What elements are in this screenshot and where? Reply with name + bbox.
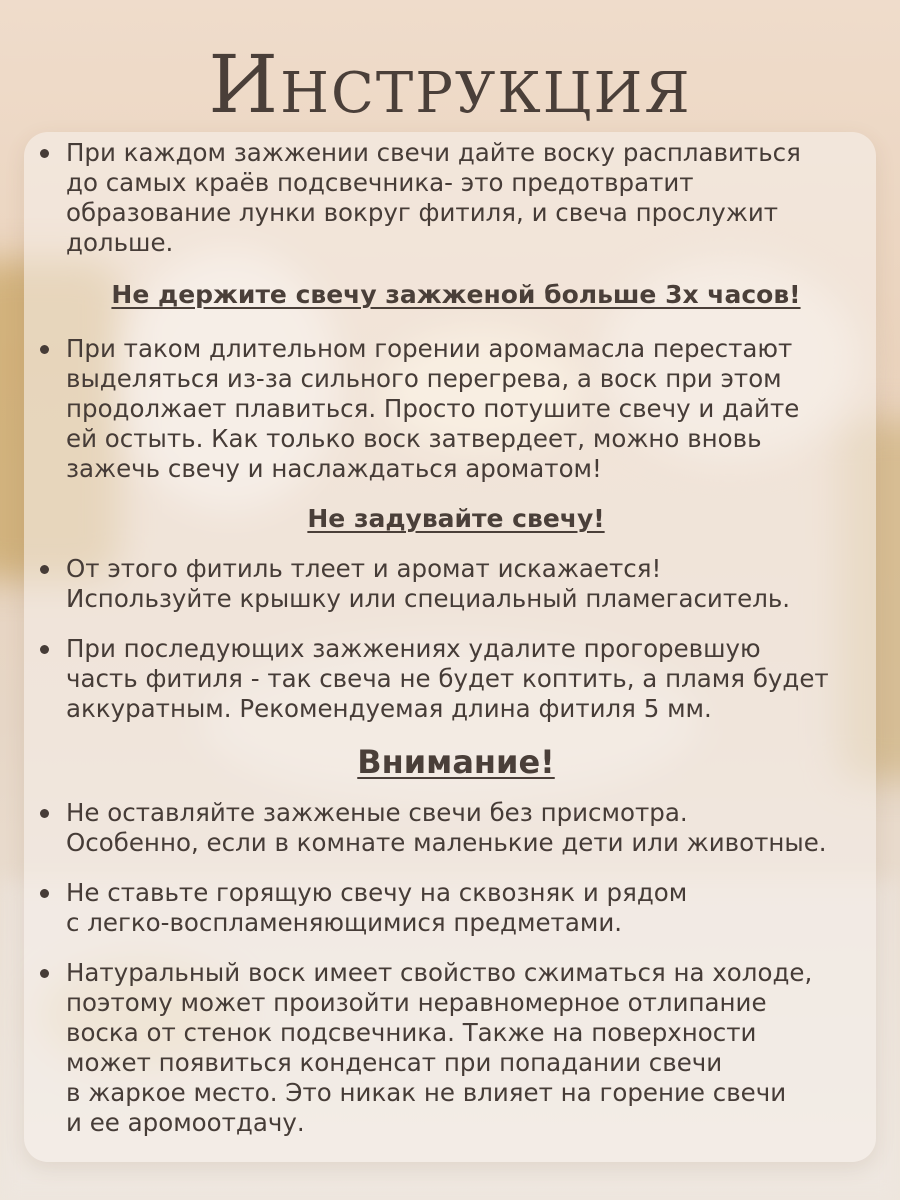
section-heading: Не задувайте свечу!	[307, 504, 605, 533]
list-item	[36, 138, 876, 258]
bullet-icon	[40, 645, 49, 654]
item-line: ей остыть. Как только воск затвердеет, можно вновь	[66, 424, 762, 453]
attention-heading: Внимание!	[357, 743, 555, 781]
item-line: дольше.	[66, 228, 174, 257]
item-line: При последующих зажжениях удалите прогоревшую	[66, 634, 761, 663]
bullet-icon	[40, 969, 49, 978]
list-item	[36, 634, 876, 724]
list-item	[36, 878, 876, 938]
item-line: воска от стенок подсвечника. Также на поверхности	[66, 1018, 757, 1047]
item-line: и ее аромоотдачу.	[66, 1108, 305, 1137]
item-line: аккуратным. Рекомендуемая длина фитиля 5 мм.	[66, 694, 712, 723]
bullet-icon	[40, 345, 49, 354]
item-line: Не оставляйте зажженые свечи без присмотра.	[66, 798, 688, 827]
item-line: От этого фитиль тлеет и аромат искажается!	[66, 554, 662, 583]
item-line: Натуральный воск имеет свойство сжиматься на холоде,	[66, 958, 813, 987]
item-line: При таком длительном горении аромамасла перестают	[66, 334, 793, 363]
item-line: Особенно, если в комнате маленькие дети или животные.	[66, 828, 827, 857]
item-line: до самых краёв подсвечника- это предотвратит	[66, 168, 694, 197]
list-item	[36, 798, 876, 858]
bullet-icon	[40, 809, 49, 818]
section-heading: Не держите свечу зажженой больше 3х часов!	[111, 280, 801, 309]
bullet-icon	[40, 889, 49, 898]
item-line: продолжает плавиться. Просто потушите свечу и дайте	[66, 394, 800, 423]
item-line: может появиться конденсат при попадании свечи	[66, 1048, 723, 1077]
item-line: Используйте крышку или специальный пламегаситель.	[66, 584, 791, 613]
bullet-icon	[40, 149, 49, 158]
item-line: зажечь свечу и наслаждаться ароматом!	[66, 454, 602, 483]
bullet-icon	[40, 565, 49, 574]
item-line: с легко-воспламеняющимися предметами.	[66, 908, 623, 937]
list-item	[36, 554, 876, 614]
item-line: поэтому может произойти неравномерное отлипание	[66, 988, 767, 1017]
page-title: Инструкция	[208, 38, 692, 131]
item-line: образование лунки вокруг фитиля, и свеча прослужит	[66, 198, 779, 227]
list-item	[36, 334, 876, 484]
item-line: Не ставьте горящую свечу на сквозняк и рядом	[66, 878, 688, 907]
item-line: часть фитиля - так свеча не будет коптить, а пламя будет	[66, 664, 829, 693]
item-line: в жаркое место. Это никак не влияет на горение свечи	[66, 1078, 787, 1107]
list-item	[36, 958, 876, 1138]
item-line: При каждом зажжении свечи дайте воску расплавиться	[66, 138, 801, 167]
instruction-content	[36, 138, 876, 1138]
item-line: выделяться из-за сильного перегрева, а воск при этом	[66, 364, 782, 393]
